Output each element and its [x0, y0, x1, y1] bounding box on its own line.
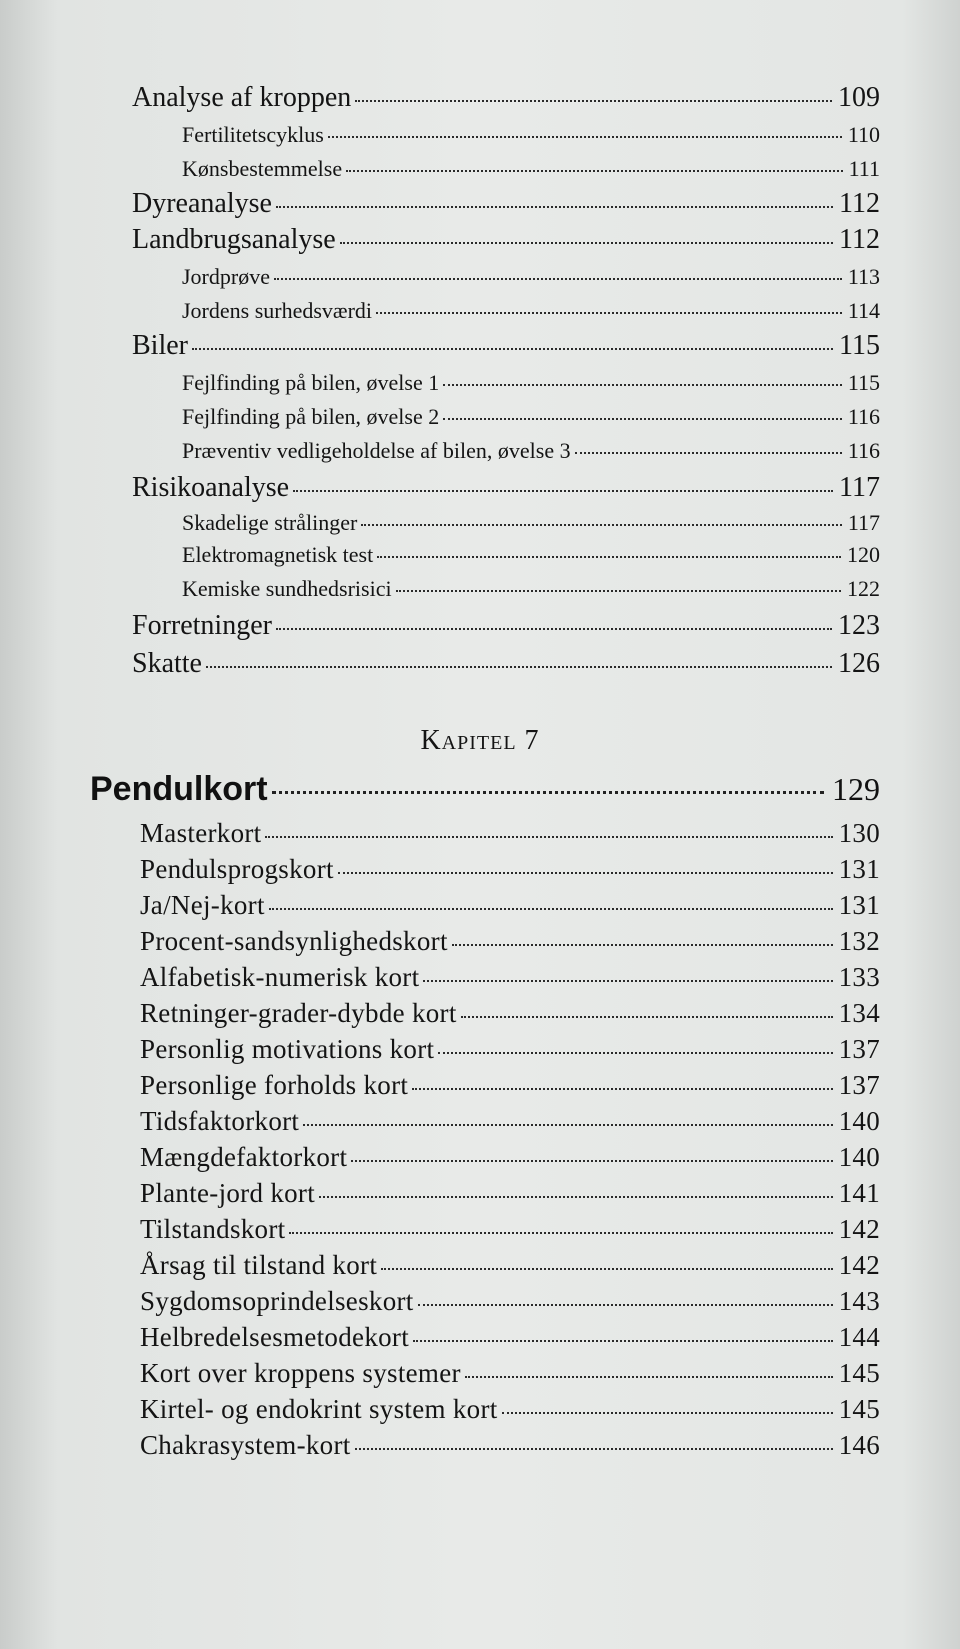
toc-entry: [140, 1394, 880, 1425]
toc-entry-title: Masterkort: [140, 818, 262, 848]
dot-leader: [319, 1196, 833, 1198]
toc-entry: [182, 122, 880, 148]
dot-leader: [192, 348, 833, 350]
toc-entry: [132, 648, 880, 680]
toc-entry-page: 117: [847, 510, 880, 535]
toc-entry: [140, 1358, 880, 1389]
dot-leader: [351, 1160, 832, 1162]
toc-entry-page: 145: [838, 1358, 880, 1388]
dot-leader: [438, 1052, 832, 1054]
dot-leader: [269, 908, 833, 910]
toc-entry: [182, 370, 880, 396]
toc-entry-page: 142: [838, 1250, 880, 1280]
dot-leader: [396, 590, 841, 592]
dot-leader: [340, 242, 833, 244]
toc-entry-page: 113: [847, 264, 880, 289]
toc-entry-title: Helbredelsesmetodekort: [140, 1322, 410, 1352]
toc-entry-page: 132: [838, 926, 880, 956]
toc-entry-page: 116: [847, 438, 880, 463]
toc-entry-page: 117: [839, 472, 880, 503]
toc-entry: [140, 1142, 880, 1173]
toc-entry-page: 131: [838, 854, 880, 884]
dot-leader: [276, 206, 833, 208]
toc-entry-title: Tilstandskort: [140, 1214, 286, 1244]
dot-leader: [272, 791, 824, 794]
toc-entry: [140, 1178, 880, 1209]
toc-entry-title: Mængdefaktorkort: [140, 1142, 348, 1172]
toc-entry-page: 133: [838, 962, 880, 992]
toc-entry-title: Jordprøve: [182, 264, 270, 289]
dot-leader: [328, 136, 842, 138]
toc-entry: [132, 610, 880, 642]
toc-entry-title: Alfabetisk-numerisk kort: [140, 962, 420, 992]
chapter-page: 129: [832, 771, 880, 807]
toc-entry: [140, 998, 880, 1029]
toc-entry-title: Elektromagnetisk test: [182, 542, 374, 567]
toc-entry-page: 111: [848, 156, 880, 181]
toc-entry: [140, 1250, 880, 1281]
toc-entry-title: Pendulsprogskort: [140, 854, 334, 884]
toc-entry: [182, 156, 880, 182]
toc-entry: [182, 542, 880, 568]
toc-entry-title: Fejlfinding på bilen, øvelse 1: [182, 370, 440, 395]
toc-entry-title: Personlige forholds kort: [140, 1070, 409, 1100]
toc-entry-title: Årsag til tilstand kort: [140, 1250, 378, 1280]
toc-entry-title: Præventiv vedligeholdelse af bilen, øvelse 3: [182, 438, 571, 463]
toc-entry-title: Kort over kroppens systemer: [140, 1358, 461, 1388]
toc-entry-title: Kirtel- og endokrint system kort: [140, 1394, 498, 1424]
toc-entry-page: 126: [838, 648, 880, 679]
dot-leader: [289, 1232, 832, 1234]
toc-entry: [140, 962, 880, 993]
dot-leader: [355, 100, 832, 102]
dot-leader: [461, 1016, 833, 1018]
toc-entry-title: Fertilitetscyklus: [182, 122, 324, 147]
chapter-heading: Kapitel 7: [420, 725, 540, 756]
dot-leader: [346, 170, 843, 172]
toc-entry-page: 146: [838, 1430, 880, 1460]
toc-entry-page: 122: [847, 576, 880, 601]
toc-entry-title: Ja/Nej-kort: [140, 890, 265, 920]
dot-leader: [412, 1088, 832, 1090]
toc-entry: [140, 854, 880, 885]
dot-leader: [265, 836, 832, 838]
toc-entry-title: Retninger-grader-dybde kort: [140, 998, 457, 1028]
toc-entry: [182, 510, 880, 536]
toc-entry-page: 140: [838, 1106, 880, 1136]
toc-entry-page: 114: [847, 298, 880, 323]
toc-entry-page: 112: [839, 188, 880, 219]
toc-entry-page: 137: [838, 1070, 880, 1100]
toc-entry-title: Dyreanalyse: [132, 188, 272, 219]
toc-entry-page: 143: [838, 1286, 880, 1316]
toc-entry-page: 131: [838, 890, 880, 920]
toc-entry: [132, 82, 880, 114]
toc-entry: [132, 472, 880, 504]
toc-entry: [182, 298, 880, 324]
toc-entry-page: 109: [838, 82, 880, 113]
chapter-title: Pendulkort: [90, 770, 268, 808]
toc-entry: [132, 188, 880, 220]
toc-entry: [140, 818, 880, 849]
toc-entry-page: 110: [847, 122, 880, 147]
toc-entry-title: Analyse af kroppen: [132, 82, 352, 113]
dot-leader: [452, 944, 833, 946]
toc-entry-page: 140: [838, 1142, 880, 1172]
toc-entry: [140, 1070, 880, 1101]
toc-entry-title: Sygdomsoprindelseskort: [140, 1286, 414, 1316]
dot-leader: [575, 452, 842, 454]
dot-leader: [276, 628, 832, 630]
toc-entry: [182, 404, 880, 430]
toc-entry-title: Kemiske sundhedsrisici: [182, 576, 392, 601]
toc-entry: [182, 576, 880, 602]
dot-leader: [443, 384, 842, 386]
toc-entry-page: 134: [838, 998, 880, 1028]
toc-entry-page: 123: [838, 610, 880, 641]
toc-entry-title: Plante-jord kort: [140, 1178, 316, 1208]
dot-leader: [376, 312, 842, 314]
toc-entry-page: 120: [847, 542, 880, 567]
toc-entry: [140, 1430, 880, 1461]
dot-leader: [293, 490, 833, 492]
toc-entry-page: 137: [838, 1034, 880, 1064]
toc-entry-page: 145: [838, 1394, 880, 1424]
toc-entry-page: 115: [839, 330, 880, 361]
dot-leader: [423, 980, 832, 982]
dot-leader: [465, 1376, 833, 1378]
dot-leader: [274, 278, 842, 280]
toc-entry-page: 141: [838, 1178, 880, 1208]
dot-leader: [377, 556, 841, 558]
toc-entry-title: Jordens surhedsværdi: [182, 298, 373, 323]
dot-leader: [381, 1268, 832, 1270]
toc-entry-title: Landbrugsanalyse: [132, 224, 336, 255]
toc-entry: [140, 1214, 880, 1245]
toc-entry: [140, 1322, 880, 1353]
toc-entry-page: 144: [838, 1322, 880, 1352]
toc-entry-page: 142: [838, 1214, 880, 1244]
toc-entry-title: Forretninger: [132, 610, 272, 641]
toc-entry-page: 116: [847, 404, 880, 429]
dot-leader: [206, 666, 832, 668]
toc-entry-title: Personlig motivations kort: [140, 1034, 435, 1064]
toc-entry: [140, 1034, 880, 1065]
toc-entry-title: Chakrasystem-kort: [140, 1430, 351, 1460]
dot-leader: [413, 1340, 833, 1342]
toc-entry: [140, 1106, 880, 1137]
toc-entry: [140, 1286, 880, 1317]
toc-entry-title: Tidsfaktorkort: [140, 1106, 300, 1136]
toc-entry-title: Kønsbestemmelse: [182, 156, 343, 181]
toc-entry-title: Skatte: [132, 648, 202, 679]
dot-leader: [502, 1412, 833, 1414]
toc-entry: [182, 438, 880, 464]
toc-entry: [132, 330, 880, 362]
toc-entry-page: 130: [838, 818, 880, 848]
toc-entry: [140, 890, 880, 921]
dot-leader: [355, 1448, 833, 1450]
toc-entry-page: 112: [839, 224, 880, 255]
toc-entry-title: Procent-sandsynlighedskort: [140, 926, 448, 956]
toc-entry-title: Fejlfinding på bilen, øvelse 2: [182, 404, 440, 429]
dot-leader: [303, 1124, 832, 1126]
chapter-title-entry: [90, 770, 880, 809]
toc-entry-title: Biler: [132, 330, 188, 361]
dot-leader: [418, 1304, 833, 1306]
dot-leader: [338, 872, 833, 874]
dot-leader: [361, 524, 841, 526]
toc-entry: [132, 224, 880, 256]
dot-leader: [443, 418, 842, 420]
toc-entry: [182, 264, 880, 290]
toc-entry: [140, 926, 880, 957]
toc-entry-page: 115: [847, 370, 880, 395]
toc-entry-title: Skadelige strålinger: [182, 510, 358, 535]
toc-entry-title: Risikoanalyse: [132, 472, 290, 503]
